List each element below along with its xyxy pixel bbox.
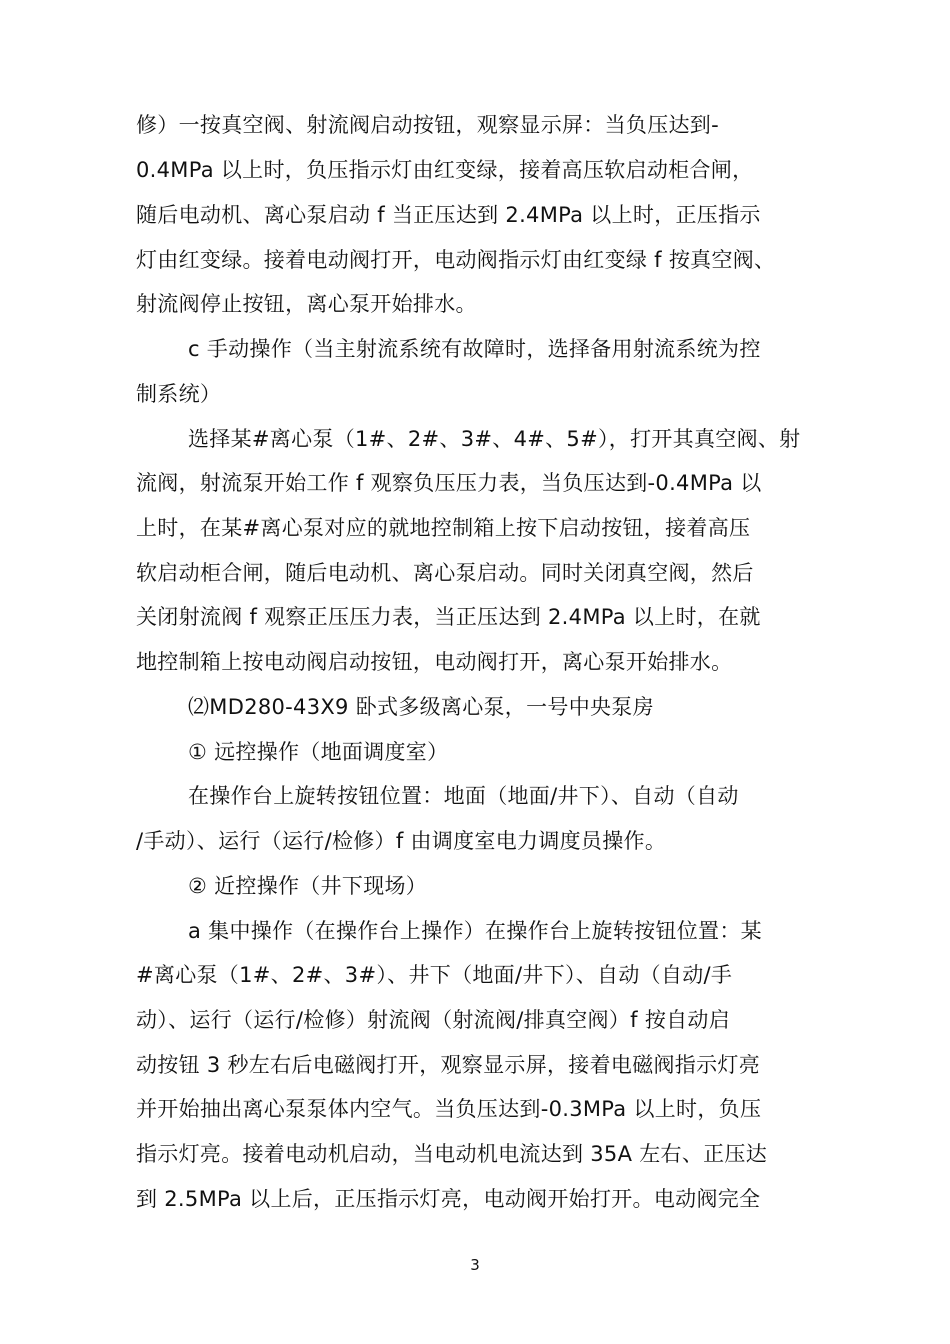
text-line-14: ⑵MD280-43X9 卧式多级离心泵，一号中央泵房 [188,695,654,719]
text-line-10: 上时，在某#离心泵对应的就地控制箱上按下启动按钮，接着高压 [136,516,751,540]
text-line-2: 0.4MPa 以上时，负压指示灯由红变绿，接着高压软启动柜合闸， [136,158,754,182]
text-line-22: 动按钮 3 秒左右后电磁阀打开，观察显示屏，接着电磁阀指示灯亮 [136,1053,761,1077]
text-line-23: 并开始抽出离心泵泵体内空气。当负压达到-0.3MPa 以上时，负压 [136,1097,762,1121]
text-line-4: 灯由红变绿。接着电动阀打开，电动阀指示灯由红变绿 f 按真空阀、 [136,248,776,272]
text-line-16: 在操作台上旋转按钮位置：地面（地面/井下）、自动（自动 [188,784,739,808]
text-line-7: 制系统） [136,382,222,406]
text-line-13: 地控制箱上按电动阀启动按钮，电动阀打开，离心泵开始排水。 [136,650,733,674]
text-line-8: 选择某#离心泵（1#、2#、3#、4#、5#），打开其真空阀、射 [188,427,801,451]
text-line-19: a 集中操作（在操作台上操作）在操作台上旋转按钮位置：某 [188,919,762,943]
text-line-3: 随后电动机、离心泵启动 f 当正压达到 2.4MPa 以上时，正压指示 [136,203,761,227]
page-number: 3 [470,1256,480,1274]
text-line-24: 指示灯亮。接着电动机启动，当电动机电流达到 35A 左右、正压达 [136,1142,768,1166]
text-line-15: ① 远控操作（地面调度室） [188,740,449,764]
text-line-17: /手动）、运行（运行/检修）f 由调度室电力调度员操作。 [136,829,667,853]
text-line-18: ② 近控操作（井下现场） [188,874,428,898]
text-line-25: 到 2.5MPa 以上后，正压指示灯亮，电动阀开始打开。电动阀完全 [136,1187,761,1211]
text-line-21: 动）、运行（运行/检修）射流阀（射流阀/排真空阀）f 按自动启 [136,1008,731,1032]
text-line-5: 射流阀停止按钮，离心泵开始排水。 [136,292,477,316]
text-line-12: 关闭射流阀 f 观察正压压力表，当正压达到 2.4MPa 以上时，在就 [136,605,761,629]
text-line-11: 软启动柜合闸，随后电动机、离心泵启动。同时关闭真空阀，然后 [136,561,754,585]
text-line-9: 流阀，射流泵开始工作 f 观察负压压力表，当负压达到-0.4MPa 以 [136,471,762,495]
text-line-6: c 手动操作（当主射流系统有故障时，选择备用射流系统为控 [188,337,761,361]
text-line-1: 修）一按真空阀、射流阀启动按钮，观察显示屏：当负压达到- [136,113,719,137]
text-line-20: #离心泵（1#、2#、3#）、井下（地面/井下）、自动（自动/手 [136,963,733,987]
